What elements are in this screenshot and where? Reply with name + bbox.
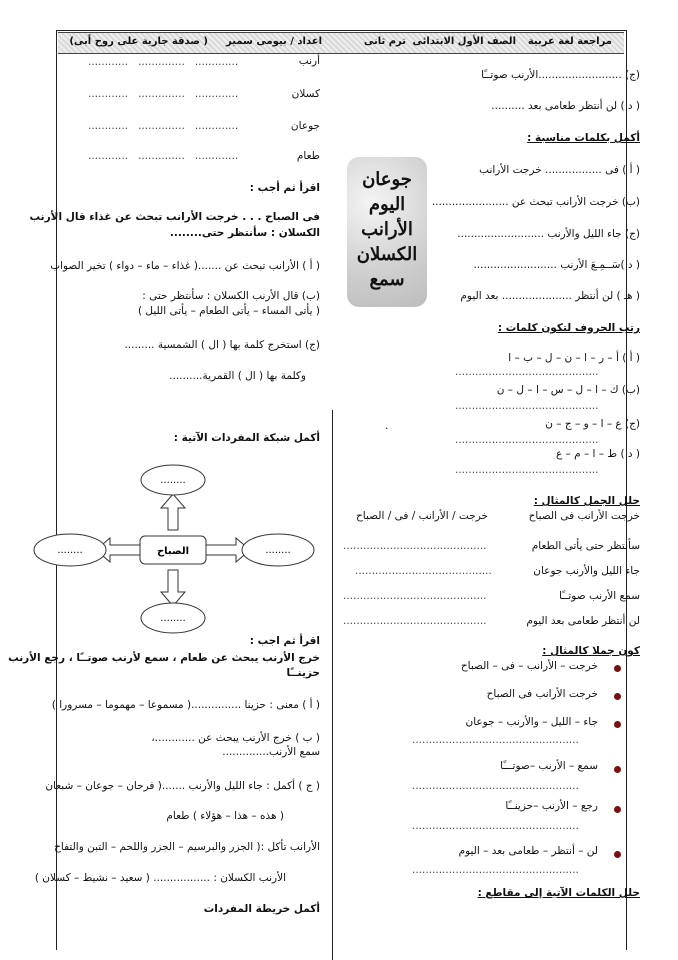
reading2-q-c: ( ج ) أكمل : جاء الليل والأرنب .......( فرحان – جوعان – شبعان <box>45 780 320 792</box>
reading2-title: اقرأ ثم اجب : <box>249 635 320 647</box>
analyze-answer-1: ........................................... <box>343 540 487 552</box>
form-example-sentence: خرجت الأرانب فى الصباح <box>486 688 598 700</box>
syllable-blanks-1: ............. .............. ............ <box>88 56 239 68</box>
reading2-passage-1: خرج الأرنب يبحث عن طعام ، سمع لأرنب صوتــًا ، رجع الأرنب <box>8 652 320 664</box>
network-blank-left: ........ <box>57 545 83 556</box>
word-bank-1: جوعان <box>362 169 412 190</box>
analyze-answer-2: ......................................... <box>355 565 492 577</box>
vocabulary-map-title: أكمل خريطة المفردات <box>203 903 320 915</box>
analyze-answer-4: ........................................... <box>343 615 487 627</box>
reading1-passage-2: الكسلان : سأنتظر حتى........ <box>169 227 320 239</box>
analyze-item-4: لن أنتظر طعامى بعد اليوم <box>526 615 640 627</box>
header-strip <box>58 32 624 54</box>
form-answer-4: .................................................. <box>412 864 579 876</box>
reading2-q-a: ( أ ) معنى : حزينا ...............( مسموعا – مهموما – مسرورا ) <box>51 699 320 711</box>
reading1-q-a: ( أ ) الأرانب تبحث عن .......( غذاء – ماء – دواء ) تخير الصواب <box>50 260 320 272</box>
top-rule <box>56 30 626 32</box>
reading2-q-c2: ( هذه – هذا – هؤلاء ) طعام <box>166 810 284 822</box>
analyze-example-answer: خرجت / الأرانب / فى / الصباح <box>356 510 488 522</box>
arrow-up <box>161 494 185 530</box>
arrange-answer-c: ........................................... <box>455 434 599 446</box>
form-item-3: رجع – الأرنب –حزينــًا <box>505 800 598 812</box>
word-bank-2: اليوم <box>368 194 406 215</box>
analyze-title: حلل الجمل كالمثال : <box>533 495 640 507</box>
reading2-q-c4: الأرنب الكسلان : ................. ( سعيد – نشيط – كسلان ) <box>34 872 286 884</box>
complete-item-c: (ج) جاء الليل والأرنب .......................... <box>457 228 640 240</box>
syllable-blanks-3: ............. .............. ............ <box>88 120 239 132</box>
network-title: أكمل شبكة المفردات الآتية : <box>173 432 320 444</box>
arrange-answer-a: ........................................... <box>455 366 599 378</box>
network-center-label: الصباح <box>156 546 190 557</box>
form-item-1: جاء – الليل – والأرنب – جوعان <box>465 716 598 728</box>
network-blank-bottom: ........ <box>160 613 186 624</box>
complete-title: أكمل بكلمات مناسبة : <box>527 132 640 144</box>
syllable-word-3: جوعان <box>290 120 320 132</box>
complete-item-a: ( أ ) فى ................. خرجت الأرانب <box>479 164 640 176</box>
network-blank-top: ........ <box>160 475 186 486</box>
form-answer-3: .................................................. <box>412 820 579 832</box>
syllable-word-1: أرنب <box>298 55 320 67</box>
reading2-passage-2: حزينــًا <box>286 667 320 679</box>
arrange-item-c: (ج) ع – ا – و – ج – ن <box>545 418 640 430</box>
header-grade: الصف الأول الابتدائى <box>412 36 516 47</box>
reading1-q-c: (ج) استخرج كلمة بها ( ال ) الشمسية ......... <box>124 339 320 351</box>
analyze-item-2: جاء الليل والأرنب جوعان <box>533 565 640 577</box>
header-review: مراجعة لغة عربية <box>527 36 612 47</box>
form-item-4: لن – أنتظر – طعامى بعد – اليوم <box>458 845 598 857</box>
reading2-q-b-1: ( ب ) خرج الأرنب يبحث عن ............، <box>151 732 320 744</box>
header-term: ترم ثانى <box>363 36 406 47</box>
reading2-q-c3: الأرانب تأكل :( الجزر والبرسيم – الجزر واللحم – التبن والتفاح <box>54 841 320 853</box>
top-item-d: ( د ) لن أنتظر طعامى بعد .......... <box>491 100 640 112</box>
syllable-word-4: طعام <box>296 150 320 162</box>
word-bank-5: سمع <box>369 269 405 290</box>
reading1-passage-1: فى الصباح . . . خرجت الأرانب تبحث عن غذاء قال الأرنب <box>29 211 320 223</box>
word-bank-4: الكسلان <box>356 244 418 265</box>
arrange-title: رتب الحروف لتكون كلمات : <box>497 322 640 334</box>
arrange-item-d: ( د ) ط – ا – م – ع <box>555 448 640 460</box>
reading1-q-b-2: ( يأتى المساء – يأتى الطعام – يأتى الليل ) <box>137 305 320 317</box>
word-bank-3: الأرانب <box>361 219 413 240</box>
header-dedication: ( صدقة جارية على روح أبى) <box>69 36 208 47</box>
arrange-answer-d: ........................................... <box>455 464 599 476</box>
reading1-title: اقرأ ثم أجب : <box>249 182 320 194</box>
syllables-title: حلل الكلمات الآتية إلى مقاطع : <box>477 887 640 899</box>
arrange-dot: . <box>385 420 389 432</box>
reading1-q-c2: وكلمة بها ( ال ) القمرية.......... <box>169 370 306 382</box>
complete-item-d: ( د )سَــمِـعَ الأرنب ......................... <box>473 259 640 271</box>
bullet-icon <box>614 766 621 773</box>
word-bank-box <box>347 157 427 307</box>
reading2-q-b-2: سمع الأرنب.............. <box>222 746 320 758</box>
arrow-down <box>161 570 185 606</box>
arrange-item-b: (ب) ك – ا – ل – س – ا – ل – ن <box>496 384 640 396</box>
bullet-icon <box>614 721 621 728</box>
vocabulary-network <box>28 460 318 640</box>
reading1-q-b-1: (ب) قال الأرنب الكسلان : سأنتظر حتى : <box>142 290 320 302</box>
column-divider <box>332 410 333 960</box>
syllable-blanks-4: ............. .............. ............ <box>88 150 239 162</box>
complete-item-e: ( هـ ) لن أنتظر ..................... بعد اليوم <box>460 290 640 302</box>
analyze-answer-3: ........................................... <box>343 590 487 602</box>
header-author: اعداد / بيومى سمير <box>226 36 322 47</box>
form-title: كون جملا كالمثال : <box>542 645 640 657</box>
syllable-word-2: كسلان <box>291 88 320 100</box>
form-answer-2: .................................................. <box>412 780 579 792</box>
arrange-answer-b: ........................................... <box>455 400 599 412</box>
syllable-blanks-2: ............. .............. ............ <box>88 88 239 100</box>
analyze-item-3: سمع الأرنب صوتــًا <box>559 590 640 602</box>
top-item-c: (ج) .........................الأرنب صوتــًا <box>481 69 640 81</box>
bullet-icon <box>614 806 621 813</box>
analyze-example-sentence: خرجت الأرانب فى الصباح <box>528 510 640 522</box>
arrange-item-a: ( أ ) أ – ر – ا – ن – ل – ب – ا <box>508 352 640 364</box>
bullet-icon <box>614 693 621 700</box>
form-example-words: خرجت – الأرانب – فى – الصباح <box>460 660 598 672</box>
bullet-icon <box>614 851 621 858</box>
bullet-icon <box>614 665 621 672</box>
network-blank-right: ........ <box>265 545 291 556</box>
analyze-item-1: سأنتظر حتى يأتى الطعام <box>531 540 640 552</box>
form-answer-1: .................................................. <box>412 734 579 746</box>
complete-item-b: (ب) خرجت الأرانب تبحث عن ....................... <box>431 196 640 208</box>
form-item-2: سمع – الأرنب –صوتـــًا <box>500 760 598 772</box>
